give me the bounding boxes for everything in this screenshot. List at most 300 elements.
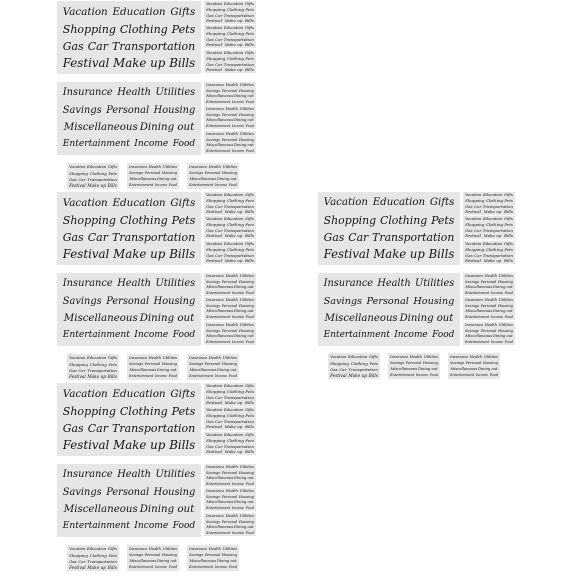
sticker-word: Entertainment: [465, 314, 490, 319]
sticker-word: Dining out: [233, 309, 254, 314]
sticker-word: Clothing: [226, 31, 244, 37]
sticker-word: Utilities: [162, 164, 177, 169]
sticker-word: Income: [214, 565, 228, 570]
sticker-line: [63, 102, 196, 118]
sticker-line: [465, 290, 513, 295]
sticker-word: Gifts: [244, 2, 254, 7]
sticker-line: [189, 552, 237, 558]
sticker-line: [129, 558, 177, 564]
sticker-word: Entertainment: [450, 373, 475, 378]
sticker-word: Clothing: [226, 222, 244, 228]
sticker-line: [206, 132, 254, 137]
sticker-word: Transportation: [112, 421, 196, 435]
sticker-word: Income: [154, 183, 168, 188]
sticker-line: [206, 408, 254, 413]
sticker-word: Shopping: [62, 213, 116, 227]
sticker-word: Vacation: [465, 217, 482, 222]
sticker-line: [206, 285, 254, 290]
sticker-word: Income: [475, 373, 489, 378]
sticker-line: [189, 182, 237, 188]
sticker-word: Clothing: [226, 438, 244, 444]
sticker-word: Make up: [224, 42, 243, 48]
sticker-line: [330, 354, 378, 360]
sticker-word: Make up: [224, 449, 243, 455]
sticker-line: [129, 355, 177, 361]
sticker-word: Education: [224, 408, 244, 413]
sticker-word: Education: [224, 2, 244, 7]
sticker-word: Bills: [245, 42, 254, 48]
sticker-line: [390, 366, 438, 372]
sticker-word: Utilities: [498, 298, 513, 303]
sticker-word: Education: [224, 433, 244, 438]
sticker-word: Dining out: [139, 503, 195, 515]
sticker-line: [63, 386, 196, 402]
sticker-word: Housing: [221, 362, 237, 366]
sticker-word: Food: [172, 139, 196, 150]
sticker-line: [63, 195, 196, 211]
sticker-word: Dining out: [233, 143, 254, 148]
sticker-line: [189, 564, 237, 570]
sticker-word: Income: [214, 183, 228, 188]
sticker-word: Bills: [169, 247, 196, 262]
sticker-word: Personal: [106, 104, 150, 116]
sticker-word: Income: [231, 481, 245, 486]
sticker-line: [465, 298, 513, 303]
sticker-word: Housing: [413, 295, 455, 307]
sticker-word: Pets: [504, 222, 513, 228]
sticker-line: [206, 233, 254, 238]
sticker-word: Savings: [206, 328, 221, 333]
sticker-line: [206, 328, 254, 333]
sticker-word: Housing: [482, 361, 498, 365]
sticker-word: Food: [245, 339, 254, 344]
sticker-sheet-small: [187, 163, 239, 189]
sticker-word: Gas: [206, 61, 214, 67]
sticker-word: Bills: [245, 18, 254, 24]
sticker-word: Health: [377, 278, 411, 290]
sticker-word: Dining out: [139, 312, 195, 324]
sticker-word: Savings: [206, 112, 221, 117]
sticker-word: Savings: [189, 362, 204, 366]
sticker-word: Car: [474, 203, 482, 209]
sticker-sheet-small: [463, 192, 515, 215]
sticker-word: Income: [134, 139, 169, 150]
sticker-word: Transportation: [223, 394, 254, 400]
sticker-word: Miscellaneous: [63, 312, 138, 324]
sticker-word: Entertainment: [129, 183, 154, 188]
sticker-word: Insurance: [390, 354, 409, 359]
sticker-word: Pets: [245, 31, 254, 37]
sticker-word: Insurance: [206, 132, 225, 137]
sticker-line: [465, 328, 513, 333]
sticker-word: Shopping: [62, 404, 116, 418]
sticker-word: Personal: [144, 171, 161, 175]
sticker-word: Income: [231, 339, 245, 344]
sticker-word: Transportation: [87, 176, 117, 182]
sticker-word: Insurance: [129, 546, 148, 551]
sticker-word: Transportation: [223, 227, 254, 233]
sticker-line: [129, 170, 177, 176]
sticker-word: Health: [225, 83, 238, 88]
sticker-word: Car: [215, 203, 223, 209]
sticker-word: Housing: [239, 137, 254, 142]
sticker-line: [465, 323, 513, 328]
sticker-word: Vacation: [465, 193, 482, 198]
sticker-word: Bills: [245, 400, 254, 406]
sticker-line: [206, 494, 254, 499]
sticker-word: Clothing: [379, 213, 428, 227]
sticker-word: Miscellaneous: [206, 476, 234, 481]
sticker-word: Transportation: [87, 558, 117, 564]
sticker-word: Food: [245, 505, 254, 510]
sticker-word: Bills: [245, 233, 254, 239]
sticker-word: Health: [225, 107, 238, 112]
sticker-word: Personal: [221, 279, 238, 284]
sticker-line: [63, 310, 196, 326]
sticker-word: Car: [215, 36, 223, 42]
sticker-word: Miscellaneous: [206, 309, 234, 314]
sticker-word: Savings: [206, 137, 221, 142]
sticker-word: Health: [148, 355, 161, 360]
sticker-word: Transportation: [112, 230, 196, 244]
sticker-word: Housing: [498, 303, 513, 308]
sticker-word: Income: [154, 374, 168, 379]
sticker-word: Food: [168, 565, 177, 570]
sticker-word: Gifts: [244, 51, 254, 56]
sticker-line: [63, 212, 196, 228]
sticker-word: Education: [224, 51, 244, 56]
sticker-word: Shopping: [62, 22, 116, 36]
sticker-line: [206, 314, 254, 319]
sticker-word: Gifts: [368, 354, 378, 359]
sticker-line: [206, 198, 254, 203]
sticker-word: Health: [225, 298, 238, 303]
sticker-word: Personal: [480, 279, 497, 284]
sticker-word: Insurance: [465, 298, 484, 303]
sticker-word: Entertainment: [62, 139, 130, 150]
sticker-word: Income: [394, 330, 428, 341]
sticker-word: Entertainment: [189, 374, 214, 379]
sticker-word: Gifts: [503, 217, 513, 222]
sticker-word: Health: [208, 546, 221, 551]
sticker-word: Insurance: [62, 87, 113, 99]
sticker-word: Gas: [62, 230, 84, 244]
sticker-word: Entertainment: [206, 505, 231, 510]
sticker-word: Gifts: [170, 5, 196, 18]
sticker-line: [189, 170, 237, 176]
sticker-line: [63, 467, 196, 483]
sticker-word: Vacation: [323, 197, 368, 209]
sticker-word: Health: [484, 298, 497, 303]
sticker-word: Shopping: [206, 56, 226, 62]
sticker-line: [206, 309, 254, 314]
sticker-word: Miscellaneous: [189, 368, 217, 373]
sticker-word: Shopping: [330, 360, 349, 366]
sticker-line: [206, 2, 254, 7]
sticker-word: Clothing: [119, 213, 168, 227]
sticker-word: Health: [225, 323, 238, 328]
sticker-word: Utilities: [239, 465, 254, 470]
sticker-sheet-large: [57, 1, 201, 74]
sticker-word: Savings: [129, 553, 144, 557]
sticker-word: Gas: [206, 443, 214, 449]
sticker-sheet-small: [388, 353, 440, 379]
sticker-line: [129, 361, 177, 367]
sticker-word: Health: [148, 546, 161, 551]
sticker-word: Utilities: [498, 323, 513, 328]
sticker-word: Clothing: [226, 247, 244, 253]
sticker-word: Vacation: [206, 26, 223, 31]
sticker-word: Pets: [108, 552, 117, 558]
sticker-line: [63, 21, 196, 37]
sticker-line: [465, 258, 513, 263]
sticker-line: [206, 143, 254, 148]
sticker-line: [324, 293, 455, 309]
sticker-line: [69, 164, 117, 170]
sticker-word: Entertainment: [62, 330, 130, 341]
sticker-word: Miscellaneous: [129, 559, 157, 564]
sticker-word: Gifts: [107, 355, 117, 360]
sticker-line: [206, 465, 254, 470]
sticker-word: Health: [225, 274, 238, 279]
sticker-word: Clothing: [226, 413, 244, 419]
sticker-line: [63, 119, 196, 135]
sticker-line: [465, 198, 513, 203]
sticker-sheet-large: [57, 383, 201, 456]
sticker-word: Food: [228, 183, 237, 188]
sticker-word: Clothing: [485, 198, 503, 204]
sticker-word: Personal: [204, 362, 221, 366]
sticker-line: [69, 564, 117, 570]
sticker-line: [206, 56, 254, 61]
sticker-word: Education: [483, 217, 503, 222]
sticker-line: [129, 164, 177, 170]
sticker-word: Insurance: [189, 355, 208, 360]
sticker-line: [63, 293, 196, 309]
sticker-line: [206, 525, 254, 530]
sticker-word: Education: [87, 355, 107, 360]
sticker-sheet-small: [204, 273, 256, 296]
sticker-word: Bills: [245, 67, 254, 73]
sticker-word: Festival: [206, 67, 222, 73]
sticker-word: Food: [172, 521, 196, 532]
sticker-word: Food: [168, 183, 177, 188]
sticker-word: Festival: [465, 258, 481, 264]
sticker-word: Dining out: [233, 118, 254, 123]
sticker-word: Car: [215, 61, 223, 67]
sticker-word: Car: [87, 39, 108, 53]
sticker-line: [465, 228, 513, 233]
sticker-word: Bills: [169, 56, 196, 71]
sticker-word: Income: [134, 521, 169, 532]
sticker-word: Pets: [171, 22, 196, 36]
sticker-line: [206, 476, 254, 481]
sticker-word: Vacation: [206, 384, 223, 389]
sticker-word: Dining out: [233, 525, 254, 530]
sticker-word: Entertainment: [465, 290, 490, 295]
sticker-word: Make up: [483, 209, 502, 215]
sticker-word: Gas: [206, 252, 214, 258]
sticker-word: Miscellaneous: [129, 177, 157, 182]
sticker-word: Clothing: [226, 389, 244, 395]
sticker-word: Income: [154, 565, 168, 570]
sticker-word: Pets: [245, 413, 254, 419]
sticker-line: [206, 18, 254, 23]
sticker-line: [63, 437, 196, 453]
sticker-word: Savings: [323, 295, 363, 307]
sticker-word: Vacation: [330, 354, 347, 359]
sticker-word: Shopping: [206, 222, 226, 228]
sticker-word: Insurance: [465, 323, 484, 328]
sticker-word: Festival: [465, 209, 481, 215]
sticker-line: [206, 94, 254, 99]
sticker-line: [69, 170, 117, 176]
sticker-word: Pets: [171, 213, 196, 227]
sticker-line: [63, 403, 196, 419]
sticker-word: Personal: [221, 137, 238, 142]
sticker-word: Clothing: [226, 56, 244, 62]
sticker-word: Festival: [69, 373, 86, 379]
sticker-word: Dining out: [216, 559, 237, 564]
sticker-word: Health: [117, 469, 152, 481]
sticker-word: Income: [214, 374, 228, 379]
sticker-word: Health: [225, 465, 238, 470]
sticker-word: Miscellaneous: [465, 309, 493, 314]
sticker-line: [63, 246, 196, 262]
sticker-word: Pets: [245, 198, 254, 204]
sticker-word: Income: [231, 148, 245, 153]
sticker-word: Insurance: [206, 274, 225, 279]
sticker-word: Vacation: [206, 193, 223, 198]
sticker-word: Dining out: [233, 285, 254, 290]
sticker-word: Make up: [224, 233, 243, 239]
sticker-word: Gas: [62, 39, 84, 53]
sticker-word: Miscellaneous: [206, 525, 234, 530]
sticker-line: [206, 449, 254, 454]
sticker-word: Transportation: [372, 230, 455, 244]
sticker-word: Gas: [206, 203, 214, 209]
sticker-word: Food: [245, 314, 254, 319]
sticker-line: [206, 242, 254, 247]
sticker-word: Savings: [465, 279, 480, 284]
sticker-word: Car: [78, 558, 86, 564]
sticker-word: Personal: [366, 295, 409, 307]
sticker-word: Personal: [144, 362, 161, 366]
sticker-sheet-small: [204, 25, 256, 48]
sticker-word: Housing: [239, 303, 254, 308]
sticker-word: Housing: [221, 171, 237, 175]
sticker-word: Health: [225, 132, 238, 137]
sticker-word: Miscellaneous: [206, 118, 234, 123]
sticker-word: Food: [245, 481, 254, 486]
sticker-line: [206, 7, 254, 12]
sticker-word: Pets: [369, 360, 378, 366]
sticker-word: Make up: [483, 233, 502, 239]
sticker-word: Gifts: [107, 546, 117, 551]
sticker-line: [63, 85, 196, 101]
sticker-word: Shopping: [206, 389, 226, 395]
sticker-word: Gifts: [244, 242, 254, 247]
sticker-word: Income: [490, 339, 504, 344]
sticker-word: Miscellaneous: [63, 121, 138, 133]
sticker-word: Miscellaneous: [206, 334, 234, 339]
sticker-word: Personal: [480, 303, 497, 308]
sticker-word: Shopping: [69, 361, 88, 367]
sticker-word: Gifts: [170, 387, 196, 400]
sticker-word: Savings: [189, 553, 204, 557]
sticker-word: Car: [215, 418, 223, 424]
sticker-word: Vacation: [206, 2, 223, 7]
sticker-word: Food: [172, 330, 196, 341]
sticker-sheet-large: [57, 464, 201, 537]
sticker-word: Festival: [206, 209, 222, 215]
sticker-word: Utilities: [239, 298, 254, 303]
sticker-line: [465, 242, 513, 247]
sticker-word: Gifts: [244, 433, 254, 438]
sticker-line: [465, 314, 513, 319]
sticker-word: Housing: [221, 553, 237, 557]
sticker-line: [69, 552, 117, 558]
sticker-word: Education: [372, 197, 426, 209]
sticker-word: Personal: [221, 494, 238, 499]
sticker-line: [63, 420, 196, 436]
sticker-word: Pets: [245, 247, 254, 253]
sticker-line: [129, 176, 177, 182]
sticker-line: [189, 176, 237, 182]
sticker-word: Transportation: [482, 203, 513, 209]
sticker-line: [69, 176, 117, 182]
sticker-word: Festival: [62, 438, 110, 453]
sticker-word: Housing: [153, 295, 196, 307]
sticker-sheet-small: [204, 407, 256, 430]
sticker-word: Gifts: [429, 197, 455, 209]
sticker-line: [69, 355, 117, 361]
sticker-word: Clothing: [119, 22, 168, 36]
sticker-word: Vacation: [69, 355, 86, 360]
sticker-word: Pets: [171, 404, 196, 418]
sticker-word: Vacation: [206, 51, 223, 56]
sticker-word: Gas: [69, 367, 77, 373]
sticker-sheet-small: [67, 545, 119, 571]
sticker-word: Health: [117, 278, 152, 290]
sticker-line: [206, 88, 254, 93]
sticker-word: Shopping: [206, 198, 226, 204]
sticker-word: Gas: [330, 366, 338, 372]
sticker-sheet-small: [187, 545, 239, 571]
sticker-line: [206, 424, 254, 429]
sticker-word: Vacation: [206, 217, 223, 222]
sticker-word: Gas: [465, 227, 473, 233]
sticker-word: Housing: [161, 362, 177, 366]
sticker-word: Gifts: [503, 242, 513, 247]
sticker-word: Food: [228, 374, 237, 379]
sticker-word: Gas: [206, 227, 214, 233]
sticker-sheet-small: [127, 545, 179, 571]
sticker-line: [324, 195, 455, 211]
sticker-word: Income: [231, 505, 245, 510]
sticker-line: [206, 209, 254, 214]
sticker-word: Personal: [465, 361, 482, 365]
sticker-line: [206, 31, 254, 36]
sticker-word: Utilities: [222, 164, 237, 169]
sticker-line: [465, 274, 513, 279]
sticker-word: Car: [215, 12, 223, 18]
sticker-line: [465, 253, 513, 258]
sticker-word: Bills: [504, 233, 513, 239]
sticker-word: Insurance: [465, 274, 484, 279]
sticker-word: Bills: [504, 258, 513, 264]
sticker-word: Entertainment: [206, 314, 231, 319]
